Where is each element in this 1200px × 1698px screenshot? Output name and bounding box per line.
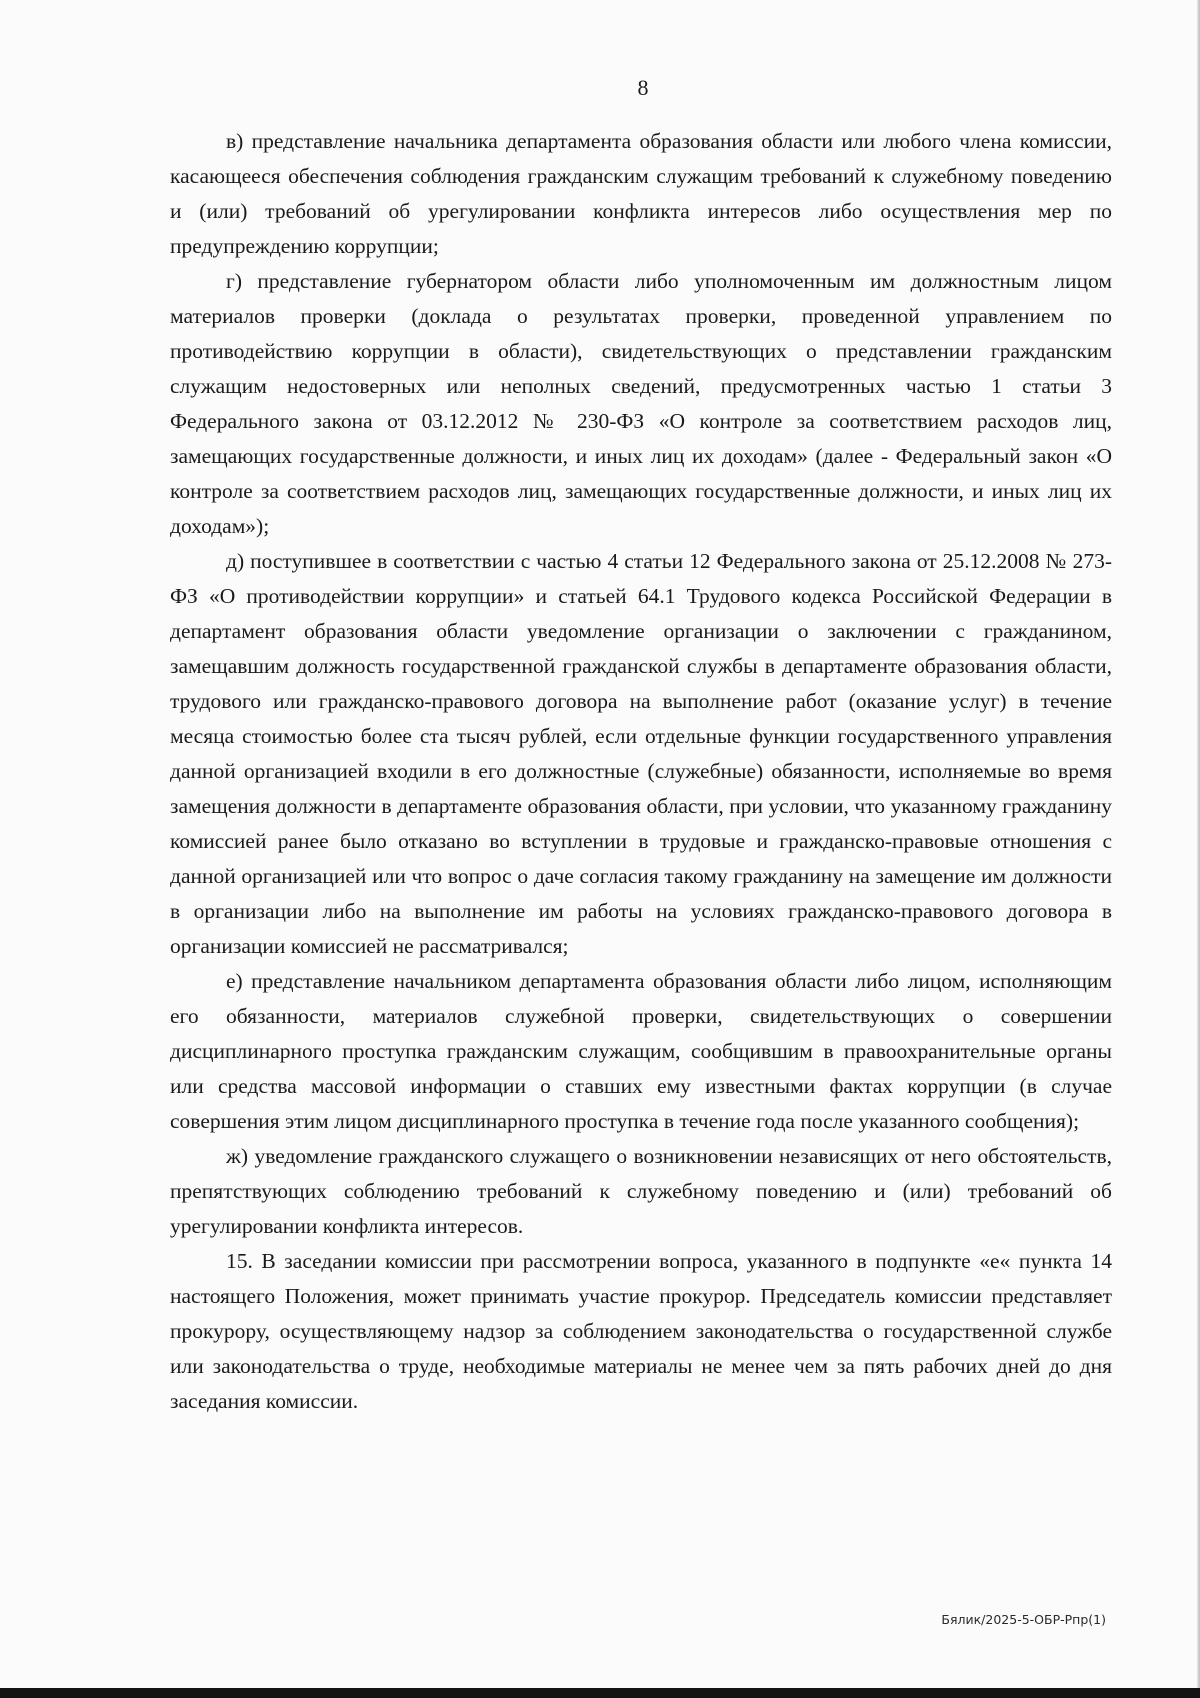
scan-bottom-edge <box>0 1688 1200 1698</box>
paragraph-item-d: д) поступившее в соответствии с частью 4 статьи 12 Федерального закона от 25.12.2008 № 273-ФЗ «О противодействии коррупции» и статьей 64.1 Трудового кодекса Российской Федерации в департамент образования области уведомление организации о заключении с гражданином, замещавшим должность государственной гражданской службы в департаменте образования области, трудового или гражданско-правового договора на выполнение работ (оказание услуг) в течение месяца стоимостью более ста тысяч рублей, если отдельные функции государственного управления данной организацией входили в его должностные (служебные) обязанности, исполняемые во время замещения должности в департаменте образования области, при условии, что указанному гражданину комиссией ранее было отказано во вступлении в трудовые и гражданско-правовые отношения с данной организацией или что вопрос о даче согласия такому гражданину на замещение им должности в организации либо на выполнение им работы на условиях гражданско-правового договора в организации комиссией не рассматривался; <box>170 549 1112 958</box>
paragraph-item-zh: ж) уведомление гражданского служащего о возникновении независящих от него обстоятельств, препятствующих соблюдению требований к служебному поведению и (или) требований об урегулировании конфликта интересов. <box>170 1144 1112 1238</box>
paragraph-item-e: е) представление начальником департамента образования области либо лицом, исполняющим его обязанности, материалов служебной проверки, свидетельствующих о совершении дисциплинарного проступка гражданским служащим, сообщившим в правоохранительные органы или средства массовой информации о ставших ему известными фактах коррупции (в случае совершения этим лицом дисциплинарного проступка в течение года после указанного сообщения); <box>170 969 1112 1133</box>
paragraph-clause-15: 15. В заседании комиссии при рассмотрении вопроса, указанного в подпункте «е« пункта 14 настоящего Положения, может принимать участие прокурор. Председатель комиссии представляет прокурору, осуществляющему надзор за соблюдением законодательства о государственной службе или законодательства о труде, необходимые материалы не менее чем за пять рабочих дней до дня заседания комиссии. <box>170 1249 1112 1413</box>
paragraph-item-g: г) представление губернатором области либо уполномоченным им должностным лицом материалов проверки (доклада о результатах проверки, проведенной управлением по противодействию коррупции в области), свидетельствующих о представлении гражданским служащим недостоверных или неполных сведений, предусмотренных частью 1 статьи 3 Федерального закона от 03.12.2012 № 230-ФЗ «О контроле за соответствием расходов лиц, замещающих государственные должности, и иных лиц их доходам» (далее - Федеральный закон «О контроле за соответствием расходов лиц, замещающих государственные должности, и иных лиц их доходам»); <box>170 269 1112 538</box>
page-number: 8 <box>637 75 649 100</box>
paragraph-item-v: в) представление начальника департамента образования области или любого члена комиссии, касающееся обеспечения соблюдения гражданским служащим требований к служебному поведению и (или) требований об урегулировании конфликта интересов либо осуществления мер по предупреждению коррупции; <box>170 129 1112 258</box>
document-body <box>170 124 1112 1419</box>
document-footer-code: Бялик/2025-5-ОБР-Рпр(1) <box>941 1612 1106 1627</box>
